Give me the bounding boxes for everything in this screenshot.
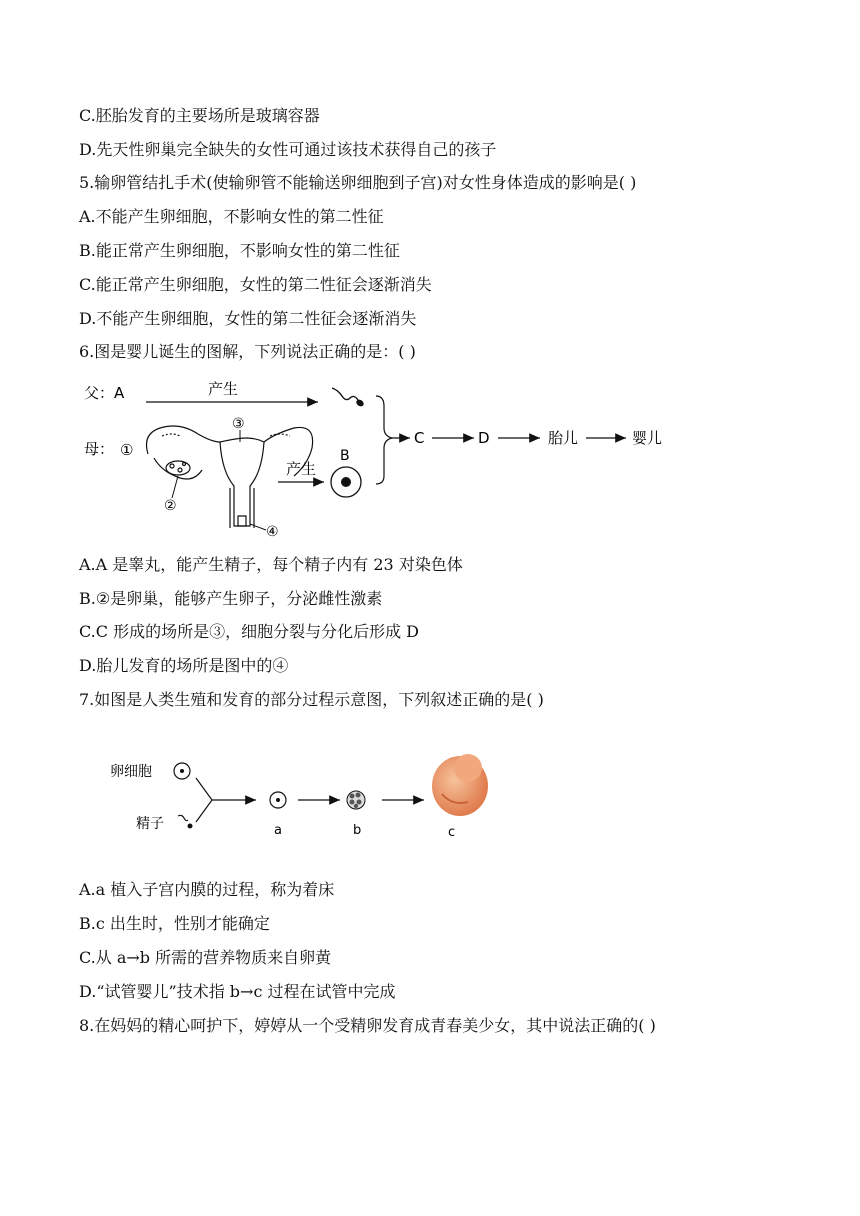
morula-icon [347,791,365,809]
q5-stem: 5.输卵管结扎手术(使输卵管不能输送卵细胞到子宫)对女性身体造成的影响是( ) [79,173,637,192]
q4-option-c: C.胚胎发育的主要场所是玻璃容器 [79,106,320,125]
fetus-icon [432,754,488,816]
marker-4: ④ [266,524,279,540]
q5-option-b: B.能正常产生卵细胞，不影响女性的第二性征 [79,241,400,260]
q7-option-d: D.“试管婴儿”技术指 b→c 过程在试管中完成 [79,982,396,1001]
q7-option-a: A.a 植入子宫内膜的过程，称为着床 [79,880,335,899]
q6-stem: 6.图是婴儿诞生的图解，下列说法正确的是：( ) [79,342,416,361]
q6-option-a: A.A 是睾丸，能产生精子，每个精子内有 23 对染色体 [79,555,463,574]
d-label: D [478,429,490,447]
mother-label: 母： [84,440,115,458]
q5-option-a: A.不能产生卵细胞，不影响女性的第二性征 [79,207,384,226]
q5-option-c: C.能正常产生卵细胞，女性的第二性征会逐渐消失 [79,275,432,294]
baby-label: 婴儿 [632,429,663,447]
q6-option-c: C.C 形成的场所是③，细胞分裂与分化后形成 D [79,622,420,641]
q7-option-c: C.从 a→b 所需的营养物质来自卵黄 [79,948,332,967]
q6-birth-diagram [80,376,700,546]
q7-option-b: B.c 出生时，性别才能确定 [79,914,270,933]
c-label-7: c [448,825,456,840]
marker-1: ① [120,441,134,459]
egg-cell-label: 卵细胞 [110,764,152,780]
b-label-7: b [353,823,362,838]
q7-development-diagram [108,744,508,844]
sperm-icon [332,388,365,408]
merge-brace [376,396,392,484]
q7-stem: 7.如图是人类生殖和发育的部分过程示意图，下列叙述正确的是( ) [79,690,544,709]
b-label: B [340,448,350,464]
produce-label-2: 产生 [286,460,317,478]
q6-option-b: B.②是卵巢，能够产生卵子，分泌雌性激素 [79,589,383,608]
q5-option-d: D.不能产生卵细胞，女性的第二性征会逐渐消失 [79,309,417,328]
father-label: 父：A [84,384,125,402]
fetus-label: 胎儿 [548,429,579,447]
sperm-small-icon [178,815,193,828]
q8-stem: 8.在妈妈的精心呵护下，婷婷从一个受精卵发育成青春美少女，其中说法正确的( ) [79,1016,656,1035]
a-label: a [274,823,282,838]
marker-3: ③ [232,416,245,432]
c-label: C [414,429,425,447]
q4-option-d: D.先天性卵巢完全缺失的女性可通过该技术获得自己的孩子 [79,140,497,159]
marker-2: ② [164,498,177,514]
sperm-label: 精子 [136,816,164,832]
produce-label-1: 产生 [208,380,239,398]
q6-option-d: D.胎儿发育的场所是图中的④ [79,656,289,675]
